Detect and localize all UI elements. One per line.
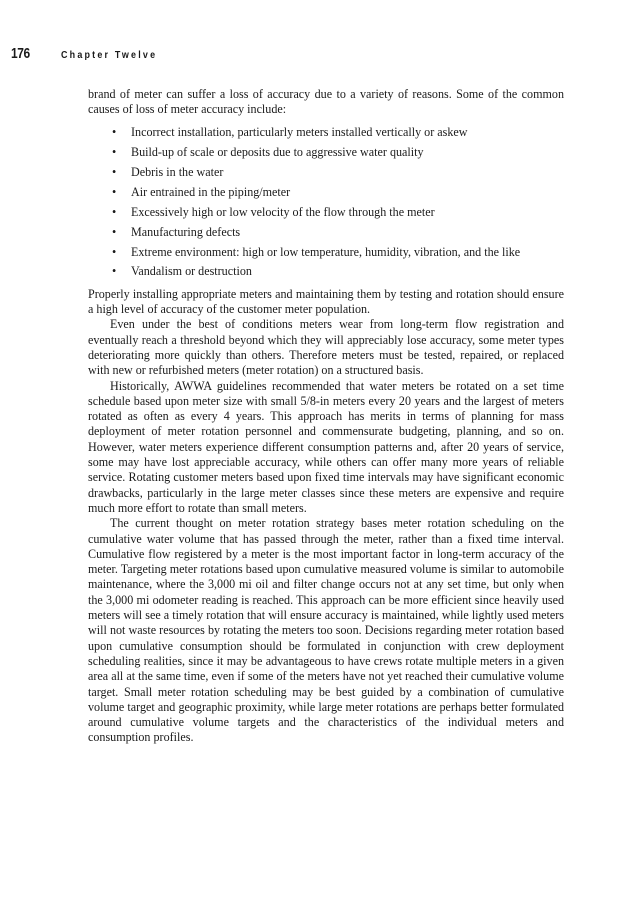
bullet-icon: • [112, 204, 117, 219]
list-item [112, 145, 564, 160]
bullet-icon: • [112, 224, 117, 239]
paragraph: Properly installing appropriate meters and maintaining them by testing and rotation should ensure a high level of accuracy of the customer meter population. [88, 286, 564, 317]
list-item-text: Build-up of scale or deposits due to aggressive water quality [131, 144, 424, 159]
list-item-text: Debris in the water [131, 164, 224, 179]
paragraph: The current thought on meter rotation strategy bases meter rotation scheduling on the cumulative water volume that has passed through the meter, rather than a fixed time interval. Cumulative flow registered by a meter is the most important factor in long-term accuracy of the meter. Targeting meter rotations based upon cumulative measured volume is similar to automobile maintenance, where the 3,000 mi oil and filter change occurs not at any set time, but only when the 3,000 mi odometer reading is reached. This approach can be more efficient since heavily used meters will see a timely rotation that will ensure accuracy is maintained, while lightly used meters will not waste resources by rotating the meters too soon. Decisions regarding meter rotation based upon cumulative consumption should be formulated in conjunction with crew deployment scheduling realities, since it may be advantageous to have crews rotate multiple meters in a given area all at the same time, even if some of the meters have not yet reached their cumulative volume target. Small meter rotation scheduling may be best guided by a combination of cumulative volume target and geographic proximity, while large meter rotations are perhaps better formulated around cumulative volume targets and the characteristics of the individual meters and consumption profiles. [88, 516, 564, 745]
paragraph: Even under the best of conditions meters wear from long-term flow registration and eventually reach a threshold beyond which they will appreciably lose accuracy, some meter types deteriorating more quickly than others. Therefore meters must be tested, repaired, or replaced with new or refurbished meters (meter rotation) on a structured basis. [88, 317, 564, 378]
bullet-icon: • [112, 244, 117, 259]
list-item [112, 165, 564, 180]
list-item [112, 245, 564, 260]
list-item [112, 264, 564, 279]
intro-paragraph: brand of meter can suffer a loss of accuracy due to a variety of reasons. Some of the common causes of loss of meter accuracy include: [88, 87, 564, 117]
bullet-icon: • [112, 144, 117, 159]
bullet-icon: • [112, 264, 117, 279]
causes-list [88, 125, 564, 280]
bullet-icon: • [112, 164, 117, 179]
page-number: 176 [11, 45, 30, 62]
list-item [112, 185, 564, 200]
bullet-icon: • [112, 184, 117, 199]
chapter-title: Chapter Twelve [61, 49, 158, 61]
list-item-text: Incorrect installation, particularly meters installed vertically or askew [131, 124, 468, 139]
bullet-icon: • [112, 124, 117, 139]
list-item [112, 225, 564, 240]
list-item [112, 205, 564, 220]
list-item-text: Manufacturing defects [131, 224, 241, 239]
body-text [88, 87, 564, 746]
paragraph: Historically, AWWA guidelines recommended that water meters be rotated on a set time schedule based upon meter size with small 5/8-in meters every 20 years and the largest of meters rotated as often as every 4 years. This approach has merits in terms of planning for mass deployment of meter rotation personnel and commensurate budgeting, planning, and so on. However, water meters experience different consumption patterns and, after 20 years of service, some may have lost appreciable accuracy, while others can offer many more years of reliable service. Rotating customer meters based upon fixed time intervals may have significant economic drawbacks, particularly in the large meter classes since these meters are expensive and require much more effort to rotate than small meters. [88, 378, 564, 515]
list-item-text: Air entrained in the piping/meter [131, 184, 291, 199]
running-head [11, 45, 174, 65]
list-item-text: Extreme environment: high or low temperature, humidity, vibration, and the like [131, 244, 521, 259]
list-item-text: Excessively high or low velocity of the flow through the meter [131, 204, 435, 219]
list-item [112, 125, 564, 140]
list-item-text: Vandalism or destruction [131, 264, 252, 279]
